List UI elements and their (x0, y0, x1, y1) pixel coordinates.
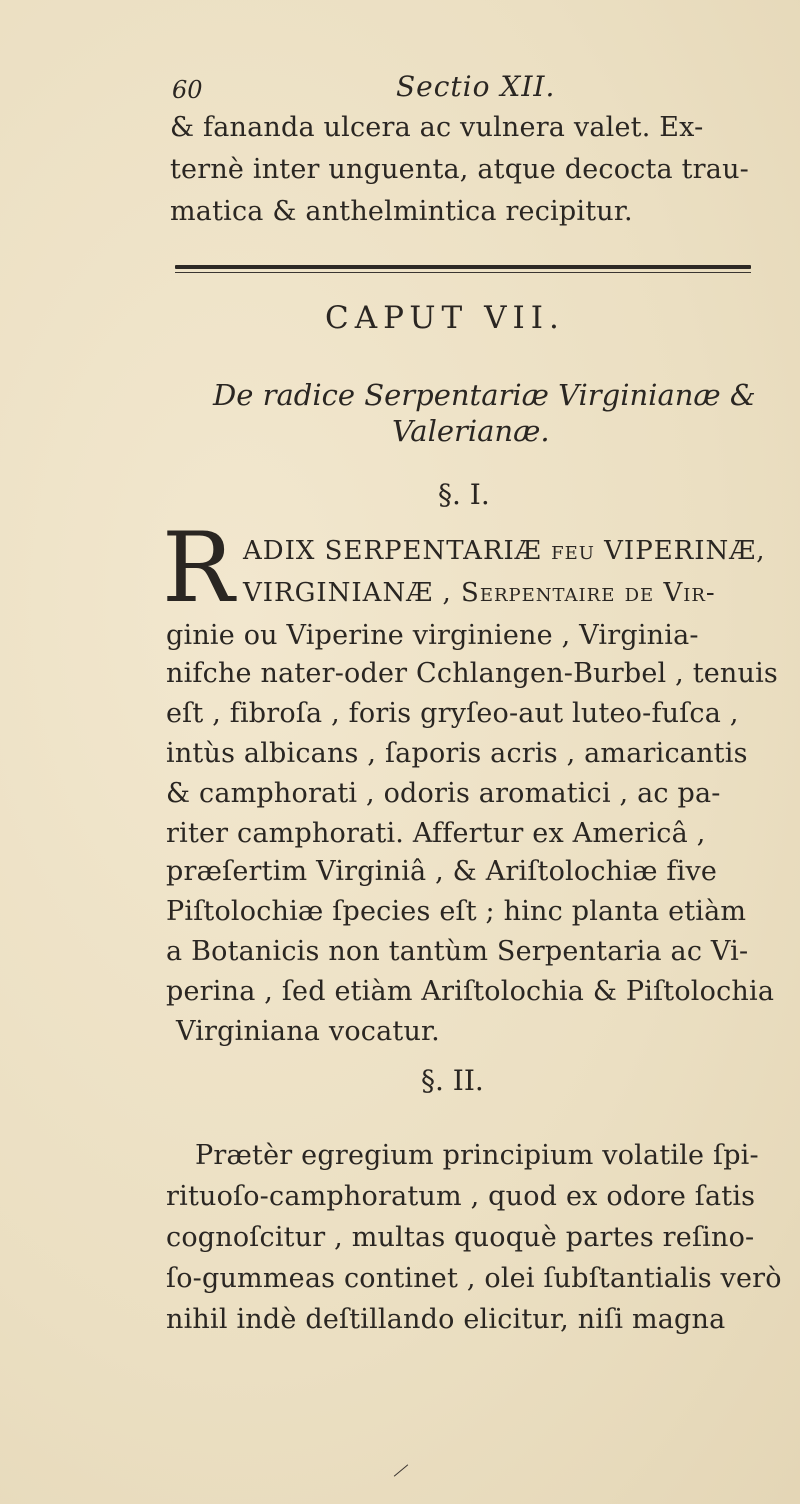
text-line: & camphorati , odoris aromatici , ac pa- (166, 778, 721, 809)
text-line: perina , ſed etiàm Ariſtolochia & Piſtolochia (166, 976, 775, 1007)
divider-rule (175, 265, 751, 269)
page-number: 60 (172, 76, 203, 104)
section-heading: §. I. (438, 478, 490, 511)
chapter-title-line: Valerianæ. (392, 414, 550, 448)
text-line: & fananda ulcera ac vulnera valet. Ex- (170, 112, 704, 143)
text-line: nihil indè deſtillando elicitur, niſi magna (166, 1304, 726, 1335)
text-line: VIRGINIANÆ , Serpentaire de Vir- (243, 578, 716, 608)
text-line: Piſtolochiæ ſpecies eſt ; hinc planta etiàm (166, 896, 747, 927)
text-line: a Botanicis non tantùm Serpentaria ac Vi- (166, 936, 749, 967)
text-line: ſo-gummeas continet , olei ſubſtantialis verò (166, 1263, 782, 1294)
text-line: ginie ou Viperine virginiene , Virginia- (166, 620, 699, 651)
chapter-title-line: De radice Serpentariæ Virginianæ & (213, 378, 756, 412)
divider-rule-thin (175, 272, 751, 273)
text-line: ternè inter unguenta, atque decocta trau- (170, 154, 749, 185)
text-line: eſt , fibroſa , foris gryſeo-aut luteo-fuſca , (166, 698, 739, 729)
chapter-heading: CAPUT VII. (325, 300, 565, 336)
paper-mark (394, 1464, 408, 1476)
text-line: Prætèr egregium principium volatile ſpi- (195, 1140, 759, 1171)
text-line: cognoſcitur , multas quoquè partes reſino- (166, 1222, 755, 1253)
text-line: matica & anthelmintica recipitur. (170, 196, 633, 227)
text-line: nifche nater-oder Cchlangen-Burbel , tenuis (166, 658, 778, 689)
running-header: Sectio XII. (396, 70, 556, 103)
text-line: præſertim Virginiâ , & Ariſtolochiæ five (166, 856, 718, 887)
text-line: intùs albicans , ſaporis acris , amaricantis (166, 738, 748, 769)
drop-cap: R (162, 512, 235, 624)
text-line: ADIX SERPENTARIÆ feu VIPERINÆ, (243, 536, 766, 566)
text-line: Virginiana vocatur. (176, 1016, 440, 1047)
text-line: riter camphorati. Affertur ex Americâ , (166, 818, 706, 849)
text-line: rituoſo-camphoratum , quod ex odore ſatis (166, 1181, 756, 1212)
section-heading: §. II. (421, 1064, 484, 1097)
